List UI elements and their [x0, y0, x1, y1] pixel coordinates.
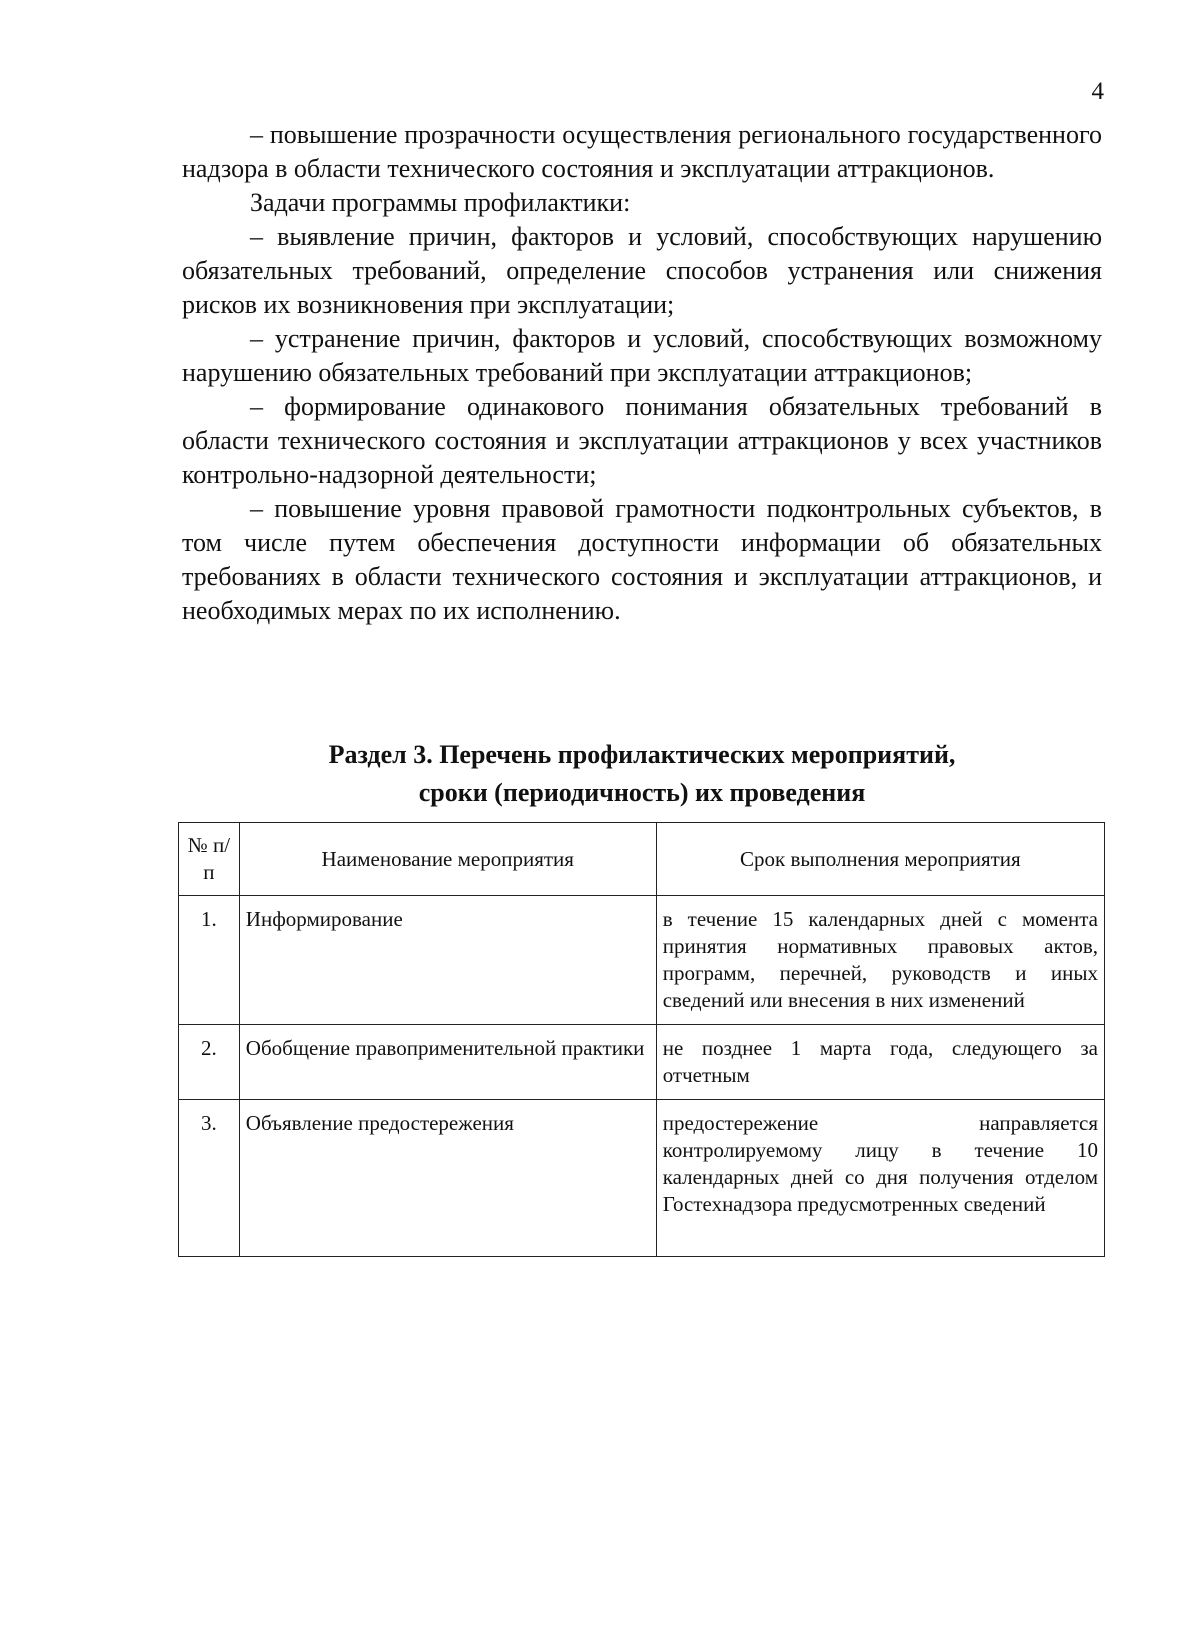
page-number: 4 [1091, 78, 1104, 105]
row-num: 3. [179, 1100, 240, 1257]
measures-table [178, 822, 1105, 1257]
paragraph-task-literacy: – повышение уровня правовой грамотности подконтрольных субъектов, в том числе путем обеспечения доступности информации об обязательных требованиях в области технического состояния и эксплуатации аттракционов, и необходимых мерах по их исполнению. [182, 494, 1102, 625]
paragraph-task-understanding: – формирование одинакового понимания обязательных требований в области технического состояния и эксплуатации аттракционов у всех участников контрольно-надзорной деятельности; [182, 392, 1102, 489]
table-row [179, 1100, 1105, 1257]
body-text [182, 118, 1102, 628]
row-name: Обобщение правоприменительной практики [239, 1025, 656, 1100]
table-row [179, 896, 1105, 1025]
section-title-line-1: Раздел 3. Перечень профилактических мероприятий, [328, 740, 956, 769]
header-name: Наименование мероприятия [239, 823, 656, 896]
paragraph-transparency: – повышение прозрачности осуществления регионального государственного надзора в области технического состояния и эксплуатации аттракционов. [182, 120, 1102, 183]
section-title-line-2: сроки (периодичность) их проведения [418, 778, 866, 807]
paragraph-task-eliminate: – устранение причин, факторов и условий, способствующих возможному нарушению обязательных требований при эксплуатации аттракционов; [182, 324, 1102, 387]
row-num: 2. [179, 1025, 240, 1100]
header-term: Срок выполнения мероприятия [656, 823, 1104, 896]
row-term: в течение 15 календарных дней с момента принятия нормативных правовых актов, программ, перечней, руководств и иных сведений или внесения в них изменений [656, 896, 1104, 1025]
paragraph-tasks-heading: Задачи программы профилактики: [250, 188, 631, 217]
table-row [179, 1025, 1105, 1100]
header-num: № п/п [179, 823, 240, 896]
section-title [182, 736, 1102, 812]
paragraph-task-identify: – выявление причин, факторов и условий, способствующих нарушению обязательных требований, определение способов устранения или снижения рисков их возникновения при эксплуатации; [182, 222, 1102, 319]
row-num: 1. [179, 896, 240, 1025]
row-term: не позднее 1 марта года, следующего за отчетным [656, 1025, 1104, 1100]
row-term: предостережение направляется контролируемому лицу в течение 10 календарных дней со дня получения отделом Гостехнадзора предусмотренных сведений [656, 1100, 1104, 1257]
row-name: Объявление предостережения [239, 1100, 656, 1257]
row-name: Информирование [239, 896, 656, 1025]
table-header-row [179, 823, 1105, 896]
